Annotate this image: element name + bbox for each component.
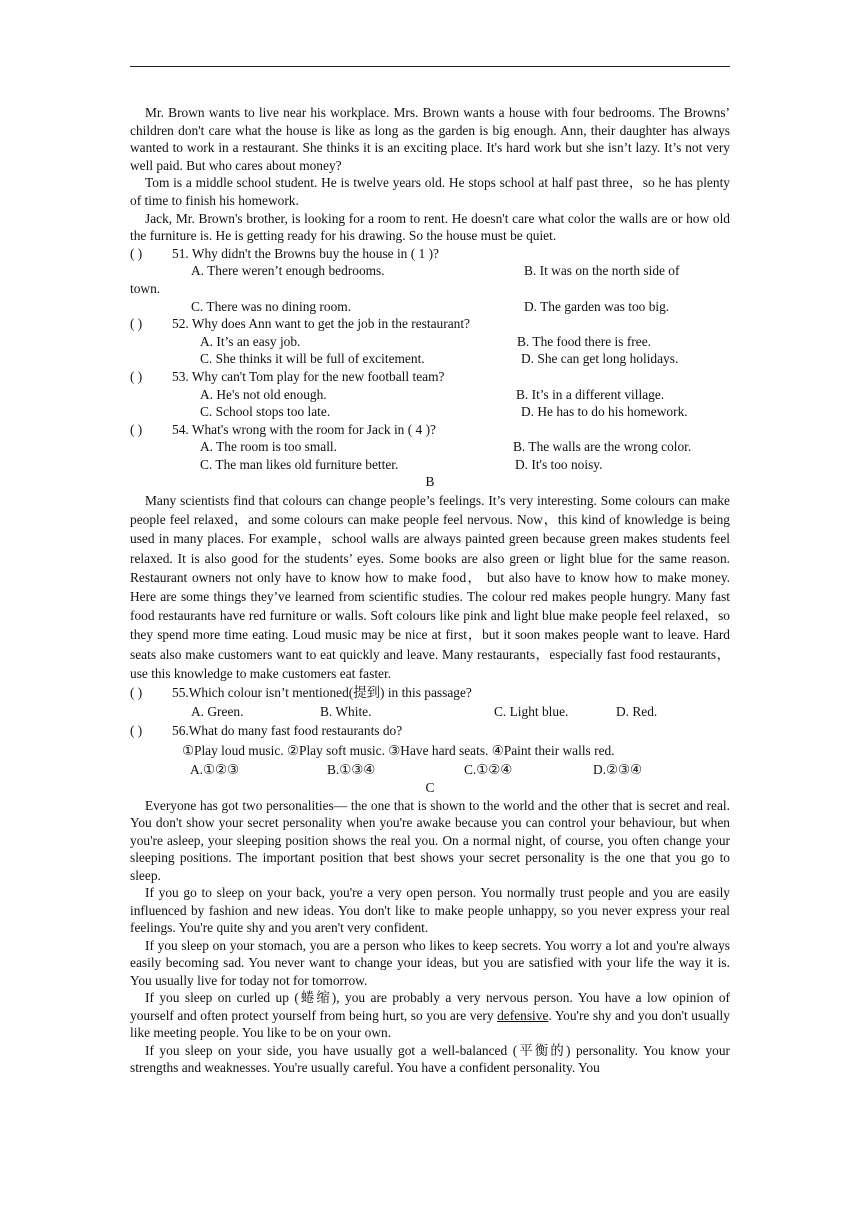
options-row bbox=[130, 333, 730, 351]
section-heading-b: B bbox=[425, 474, 435, 490]
question-stem: 56.What do many fast food restaurants do? bbox=[172, 723, 403, 739]
question-stem: 51. Why didn't the Browns buy the house in ( 1 )? bbox=[172, 245, 439, 261]
options-row bbox=[130, 298, 730, 316]
option-b[interactable]: B. The walls are the wrong color. bbox=[513, 439, 692, 455]
document-body bbox=[130, 104, 730, 1077]
option-b[interactable]: B. The food there is free. bbox=[517, 333, 651, 349]
question-55 bbox=[130, 683, 730, 702]
options-row bbox=[130, 350, 730, 368]
passage-a-paragraph-2: Tom is a middle school student. He is twelve years old. He stops school at half past three，so he has plenty of time to finish his homework. bbox=[130, 175, 730, 208]
paragraph-text: . You're shy and you don't usually like meeting people. You like to be on your own. bbox=[130, 1007, 730, 1041]
options-row bbox=[130, 438, 730, 456]
header-rule bbox=[130, 66, 730, 67]
question-53 bbox=[130, 368, 730, 386]
question-stem: 54. What's wrong with the room for Jack in ( 4 )? bbox=[172, 421, 436, 437]
option-a[interactable]: A.①②③ bbox=[190, 761, 240, 777]
question-56-items: ①Play loud music. ②Play soft music. ③Have hard seats. ④Paint their walls red. bbox=[182, 742, 615, 758]
passage-c-paragraph-1: Everyone has got two personalities— the one that is shown to the world and the other that is secret and real. You don't show your secret personality when you're awake because you can control your behaviour, but when you're asleep, your sleeping position shows the real you. On a normal night, of course, you often change your sleeping positions. The important position that best shows your secret personality is the one that you go to sleep. bbox=[130, 797, 730, 883]
option-c[interactable]: C. Light blue. bbox=[494, 704, 569, 720]
passage-c-paragraph-2: If you go to sleep on your back, you're a very open person. You normally trust people and you are easily influenced by fashion and new ideas. You don't like to make people unhappy, so you never express your real feelings. You're quite shy and you aren't very confident. bbox=[130, 885, 730, 936]
option-c[interactable]: C.①②④ bbox=[464, 761, 513, 777]
option-c[interactable]: C. School stops too late. bbox=[200, 404, 331, 420]
option-d[interactable]: D. The garden was too big. bbox=[524, 298, 670, 314]
option-b[interactable]: B. It was on the north side of bbox=[524, 263, 680, 279]
passage-c-paragraph-5: If you sleep on your side, you have usually got a well-balanced (平衡的) personality. You know your strengths and weaknesses. You're usually careful. You have a confident personality. You bbox=[130, 1042, 730, 1076]
options-row bbox=[130, 386, 730, 404]
option-d[interactable]: D. She can get long holidays. bbox=[521, 351, 679, 367]
option-b-wrap: town. bbox=[130, 280, 161, 296]
question-52 bbox=[130, 315, 730, 333]
option-c[interactable]: C. She thinks it will be full of excitement. bbox=[200, 351, 425, 367]
passage-a-paragraph-1: Mr. Brown wants to live near his workplace. Mrs. Brown wants a house with four bedrooms. The Browns’ children don't care what the house is like as long as the garden is big enough. Ann, their daughter has always wanted to work in a restaurant. She thinks it is an exciting place. It's hard work but she isn’t lazy. It’s not very well paid. But who cares about money? bbox=[130, 105, 730, 173]
option-d[interactable]: D. He has to do his homework. bbox=[521, 404, 688, 420]
option-d[interactable]: D.②③④ bbox=[593, 761, 643, 777]
question-stem: 55.Which colour isn’t mentioned(提到) in this passage? bbox=[172, 685, 472, 701]
option-a[interactable]: A. He's not old enough. bbox=[200, 386, 327, 402]
option-b[interactable]: B. It’s in a different village. bbox=[516, 386, 665, 402]
answer-blank[interactable]: ( ) bbox=[130, 316, 143, 332]
answer-blank[interactable]: ( ) bbox=[130, 723, 143, 739]
passage-c-paragraph-3: If you sleep on your stomach, you are a person who likes to keep secrets. You worry a lot and you're always easily becoming sad. You never want to change your ideas, but you are satisfied with your life the way it is. You usually live for today not for tomorrow. bbox=[130, 937, 730, 988]
option-a[interactable]: A. The room is too small. bbox=[200, 439, 337, 455]
option-d[interactable]: D. Red. bbox=[616, 704, 658, 720]
options-row bbox=[130, 760, 730, 779]
question-56 bbox=[130, 721, 730, 740]
options-row bbox=[130, 702, 730, 721]
option-a[interactable]: A. It’s an easy job. bbox=[200, 333, 301, 349]
options-row bbox=[130, 403, 730, 421]
passage-a-paragraph-3: Jack, Mr. Brown's brother, is looking for a room to rent. He doesn't care what color the walls are or how old the furniture is. He is getting ready for his drawing. So the house must be quiet. bbox=[130, 210, 730, 244]
options-row bbox=[130, 262, 730, 280]
answer-blank[interactable]: ( ) bbox=[130, 685, 143, 701]
option-c[interactable]: C. There was no dining room. bbox=[191, 298, 352, 314]
option-a[interactable]: A. There weren’t enough bedrooms. bbox=[191, 263, 385, 279]
option-b[interactable]: B.①③④ bbox=[327, 761, 376, 777]
underlined-word: defensive bbox=[497, 1007, 549, 1023]
question-stem: 53. Why can't Tom play for the new football team? bbox=[172, 368, 445, 384]
option-b[interactable]: B. White. bbox=[320, 704, 372, 720]
question-stem: 52. Why does Ann want to get the job in the restaurant? bbox=[172, 316, 470, 332]
answer-blank[interactable]: ( ) bbox=[130, 421, 143, 437]
passage-c-paragraph-4 bbox=[130, 989, 730, 1042]
option-a[interactable]: A. Green. bbox=[191, 704, 244, 720]
options-row bbox=[130, 456, 730, 474]
question-51 bbox=[130, 245, 730, 263]
section-heading-c: C bbox=[425, 780, 435, 796]
option-c[interactable]: C. The man likes old furniture better. bbox=[200, 456, 399, 472]
option-d[interactable]: D. It's too noisy. bbox=[515, 456, 603, 472]
question-54 bbox=[130, 421, 730, 439]
answer-blank[interactable]: ( ) bbox=[130, 245, 143, 261]
answer-blank[interactable]: ( ) bbox=[130, 368, 143, 384]
passage-b-paragraph: Many scientists find that colours can change people’s feelings. It’s very interesting. Some colours can make people feel relaxed，and some colours can make people feel nervous. Now，this kind of knowledge is being used in many places. For example，school walls are always painted green because green makes students feel relaxed. It is also good for the students’ eyes. Some books are also green or light blue for the same reason. Restaurant owners not only have to know how to make food， but also have to know how to make money. Here are some things they’ve learned from scientific studies. The colour red makes people hungry. Many fast food restaurants have red furniture or walls. Soft colours like pink and light blue make people feel relaxed，so they spend more time eating. Loud music may be nice at first，but it soon makes people want to leave. Hard seats also make customers want to eat quickly and leave. Many restaurants，especially fast food restaurants，use this knowledge to make customers eat faster. bbox=[130, 493, 730, 681]
paragraph-text: If you sleep on curled up (蜷缩), you are probably a very nervous person. You have a low opinion of yourself and often protect yourself from being hurt, so you are very bbox=[130, 990, 730, 1023]
